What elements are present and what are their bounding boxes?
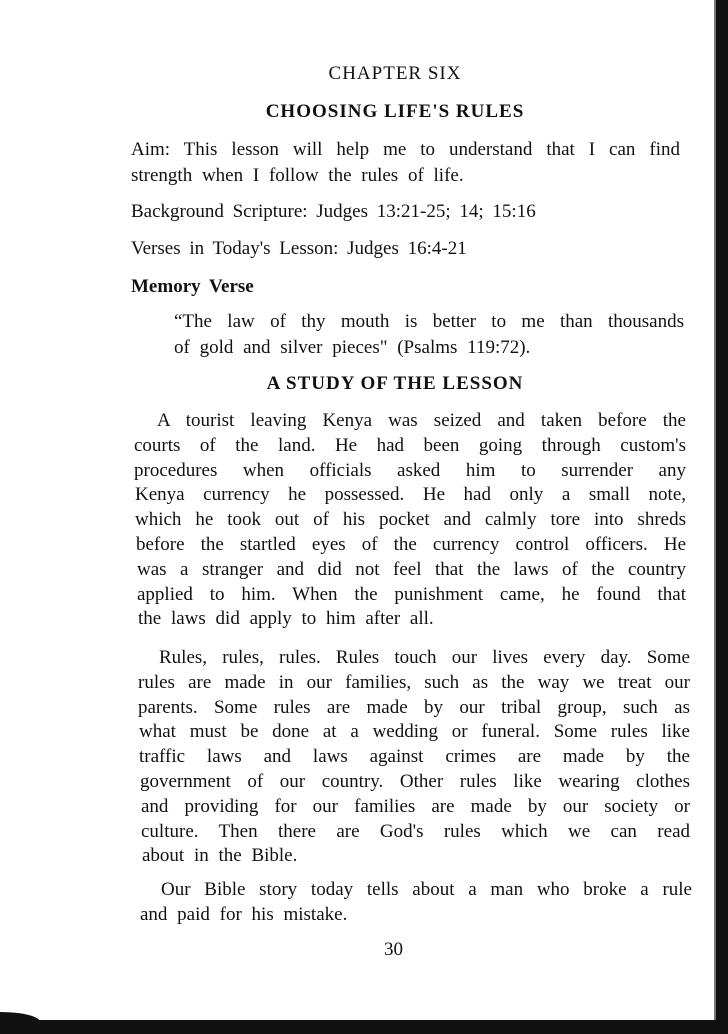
paragraph-line: what must be done at a wedding or funeral. Some rules like xyxy=(139,721,690,743)
scan-edge-bottom xyxy=(0,1020,728,1034)
verses-in-lesson: Verses in Today's Lesson: Judges 16:4-21 xyxy=(131,238,467,259)
memory-verse-heading: Memory Verse xyxy=(131,276,254,297)
memory-verse-line: “The law of thy mouth is better to me than thousands xyxy=(174,311,684,332)
page-number: 30 xyxy=(384,939,403,960)
paragraph-line: rules are made in our families, such as the way we treat our xyxy=(138,671,690,693)
memory-verse-line: of gold and silver pieces" (Psalms 119:72). xyxy=(174,337,531,358)
paragraph-line: and paid for his mistake. xyxy=(140,903,348,925)
paragraph-line: parents. Some rules are made by our tribal group, such as xyxy=(138,696,690,718)
paragraph-line: the laws did apply to him after all. xyxy=(138,608,434,630)
paragraph-line: applied to him. When the punishment came, he found that xyxy=(137,583,686,605)
page-title: CHOOSING LIFE'S RULES xyxy=(265,101,525,122)
paragraph-line: and providing for our families are made by our society or xyxy=(141,795,690,817)
paragraph-line: A tourist leaving Kenya was seized and taken before the xyxy=(157,410,686,431)
study-heading: A STUDY OF THE LESSON xyxy=(266,373,524,394)
paragraph-line: was a stranger and did not feel that the laws of the country xyxy=(137,558,686,580)
chapter-label: CHAPTER SIX xyxy=(328,63,462,84)
paragraph-line: about in the Bible. xyxy=(142,845,298,867)
paragraph-line: procedures when officials asked him to surrender any xyxy=(134,459,686,481)
paragraph-line: Our Bible story today tells about a man who broke a rule xyxy=(161,879,692,900)
paragraph-line: Kenya currency he possessed. He had only a small note, xyxy=(135,484,686,506)
paragraph-line: Rules, rules, rules. Rules touch our lives every day. Some xyxy=(159,647,690,668)
paragraph-line: before the startled eyes of the currency control officers. He xyxy=(136,534,686,555)
paragraph-line: which he took out of his pocket and calmly tore into shreds xyxy=(135,509,686,531)
aim-line: Aim: This lesson will help me to understand that I can find xyxy=(131,139,680,160)
paragraph-line: government of our country. Other rules like wearing clothes xyxy=(140,771,690,792)
paragraph-line: culture. Then there are God's rules which we can read xyxy=(141,820,690,842)
paragraph-line: traffic laws and laws against crimes are made by the xyxy=(139,746,690,768)
aim-line: strength when I follow the rules of life. xyxy=(131,165,464,186)
scan-edge-right xyxy=(716,0,728,1034)
background-scripture: Background Scripture: Judges 13:21-25; 14; 15:16 xyxy=(131,201,536,222)
paragraph-line: courts of the land. He had been going through custom's xyxy=(134,434,686,456)
